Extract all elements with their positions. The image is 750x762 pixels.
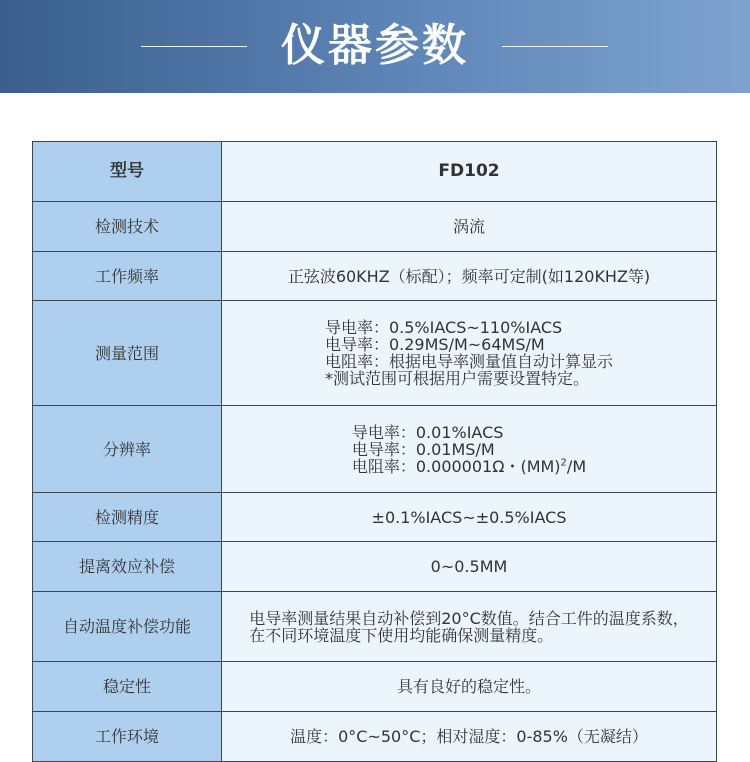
header-banner: [0, 0, 750, 93]
row-label: 检测技术: [33, 202, 222, 252]
text-line: 导电率：0.01%IACS: [351, 422, 504, 442]
row-value: 0~0.5MM: [222, 542, 717, 592]
row-value: 正弦波60KHZ（标配）；频率可定制(如120KHZ等): [222, 252, 717, 301]
row-value: 具有良好的稳定性。: [222, 662, 717, 712]
row-value: [222, 406, 717, 493]
table-row: [33, 406, 717, 493]
table-row: [33, 493, 717, 542]
text-line: 电阻率：根据电导率测量值自动计算显示: [324, 352, 613, 371]
table-row: [33, 542, 717, 592]
model-label: 型号: [33, 142, 222, 202]
row-value: 涡流: [222, 202, 717, 252]
model-value: FD102: [222, 142, 717, 202]
row-label: 工作频率: [33, 252, 222, 301]
row-label: 工作环境: [33, 712, 222, 762]
resistivity-suffix: /M: [566, 456, 587, 476]
row-value: [222, 592, 717, 662]
resolution-lines: [352, 424, 586, 475]
row-value: ±0.1%IACS~±0.5%IACS: [222, 493, 717, 542]
spec-table: [32, 141, 717, 762]
text-line: 电导率：0.29MS/M~64MS/M: [324, 335, 545, 354]
row-label: 分辨率: [33, 406, 222, 493]
text-line: 在不同环境温度下使用均能确保测量精度。: [249, 625, 554, 645]
measurement-range-lines: [325, 319, 613, 387]
page-title: 仪器参数: [281, 20, 469, 71]
table-row: [33, 301, 717, 406]
table-row: [33, 712, 717, 762]
text-line: 导电率：0.5%IACS~110%IACS: [324, 318, 563, 337]
table-header-row: [33, 142, 717, 202]
table-row: [33, 662, 717, 712]
text-line: 电导率测量结果自动补偿到20°C数值。结合工件的温度系数，: [249, 608, 689, 628]
temperature-compensation-lines: [249, 610, 689, 644]
row-label: 自动温度补偿功能: [33, 592, 222, 662]
row-value: [222, 301, 717, 406]
row-value: 温度：0°C~50°C；相对湿度：0-85%（无凝结）: [222, 712, 717, 762]
superscript: 2: [560, 457, 567, 469]
row-label: 稳定性: [33, 662, 222, 712]
text-line: *测试范围可根据用户需要设置特定。: [324, 369, 589, 388]
table-row: [33, 592, 717, 662]
row-label: 提离效应补偿: [33, 542, 222, 592]
text-line: 电导率：0.01MS/M: [351, 439, 495, 459]
row-label: 检测精度: [33, 493, 222, 542]
resistivity-prefix: 电阻率：0.000001Ω・(MM): [351, 456, 561, 476]
row-label: 测量范围: [33, 301, 222, 406]
text-line: [352, 458, 586, 475]
table-row: [33, 202, 717, 252]
table-row: [33, 252, 717, 301]
title-divider-right: [502, 46, 608, 47]
